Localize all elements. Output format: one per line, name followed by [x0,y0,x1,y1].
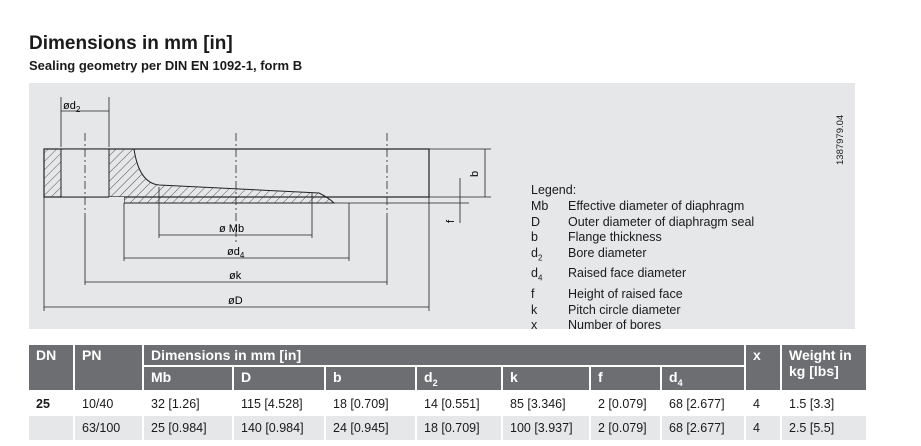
legend-item: D Outer diameter of diaphragm seal [531,214,755,229]
label-k: øk [229,270,242,282]
header-weight: Weight in kg [lbs] [782,345,868,392]
legend-item: $d_2$ Bore diameter [531,246,647,263]
label-d2: $ød_2$ [63,100,81,114]
dimensions-table [29,345,868,440]
table-row: 63/100 25 [0.984] 140 [0.984] 24 [0.945] 18 [0.709] 100 [3.937] 2 [0.079] 68 [2.677] 4 2.5 [5.5] [29,416,868,440]
page-title: Dimensions in mm [in] [29,33,233,54]
legend-item: x Number of bores [531,318,662,333]
header-dimensions: Dimensions in mm [in] [144,345,746,367]
label-d4: $ød_4$ [227,246,245,260]
technical-drawing [29,83,855,333]
raised-face [109,149,334,203]
legend-item: f Height of raised face [531,286,683,301]
document-number: 1387979.04 [835,114,846,165]
legend [531,183,754,334]
label-f: f [445,219,457,223]
header-dn: DN [29,345,75,392]
legend-item: $d_4$ Raised face diameter [531,266,687,283]
header-pn: PN [75,345,144,392]
label-mb: ø Mb [219,223,245,235]
label-d: øD [228,295,243,307]
header-d2: $d_2$ [417,367,503,392]
table-row: 25 10/40 32 [1.26] 115 [4.528] 18 [0.709] 14 [0.551] 85 [3.346] 2 [0.079] 68 [2.677] 4 1.5 [3.3] [29,392,868,416]
header-d4: $d_4$ [662,367,746,392]
legend-item: Mb Effective diameter of diaphragm [531,198,745,213]
header-d: D [234,367,326,392]
legend-title: Legend: [531,183,577,197]
header-mb: Mb [144,367,234,392]
header-f: f [591,367,662,392]
header-k: k [503,367,591,392]
legend-item: b Flange thickness [531,230,662,245]
page-subtitle: Sealing geometry per DIN EN 1092-1, form B [29,58,303,73]
label-b: b [469,170,481,177]
header-b: b [326,367,417,392]
legend-item: k Pitch circle diameter [531,302,681,317]
header-x: x [746,345,782,392]
